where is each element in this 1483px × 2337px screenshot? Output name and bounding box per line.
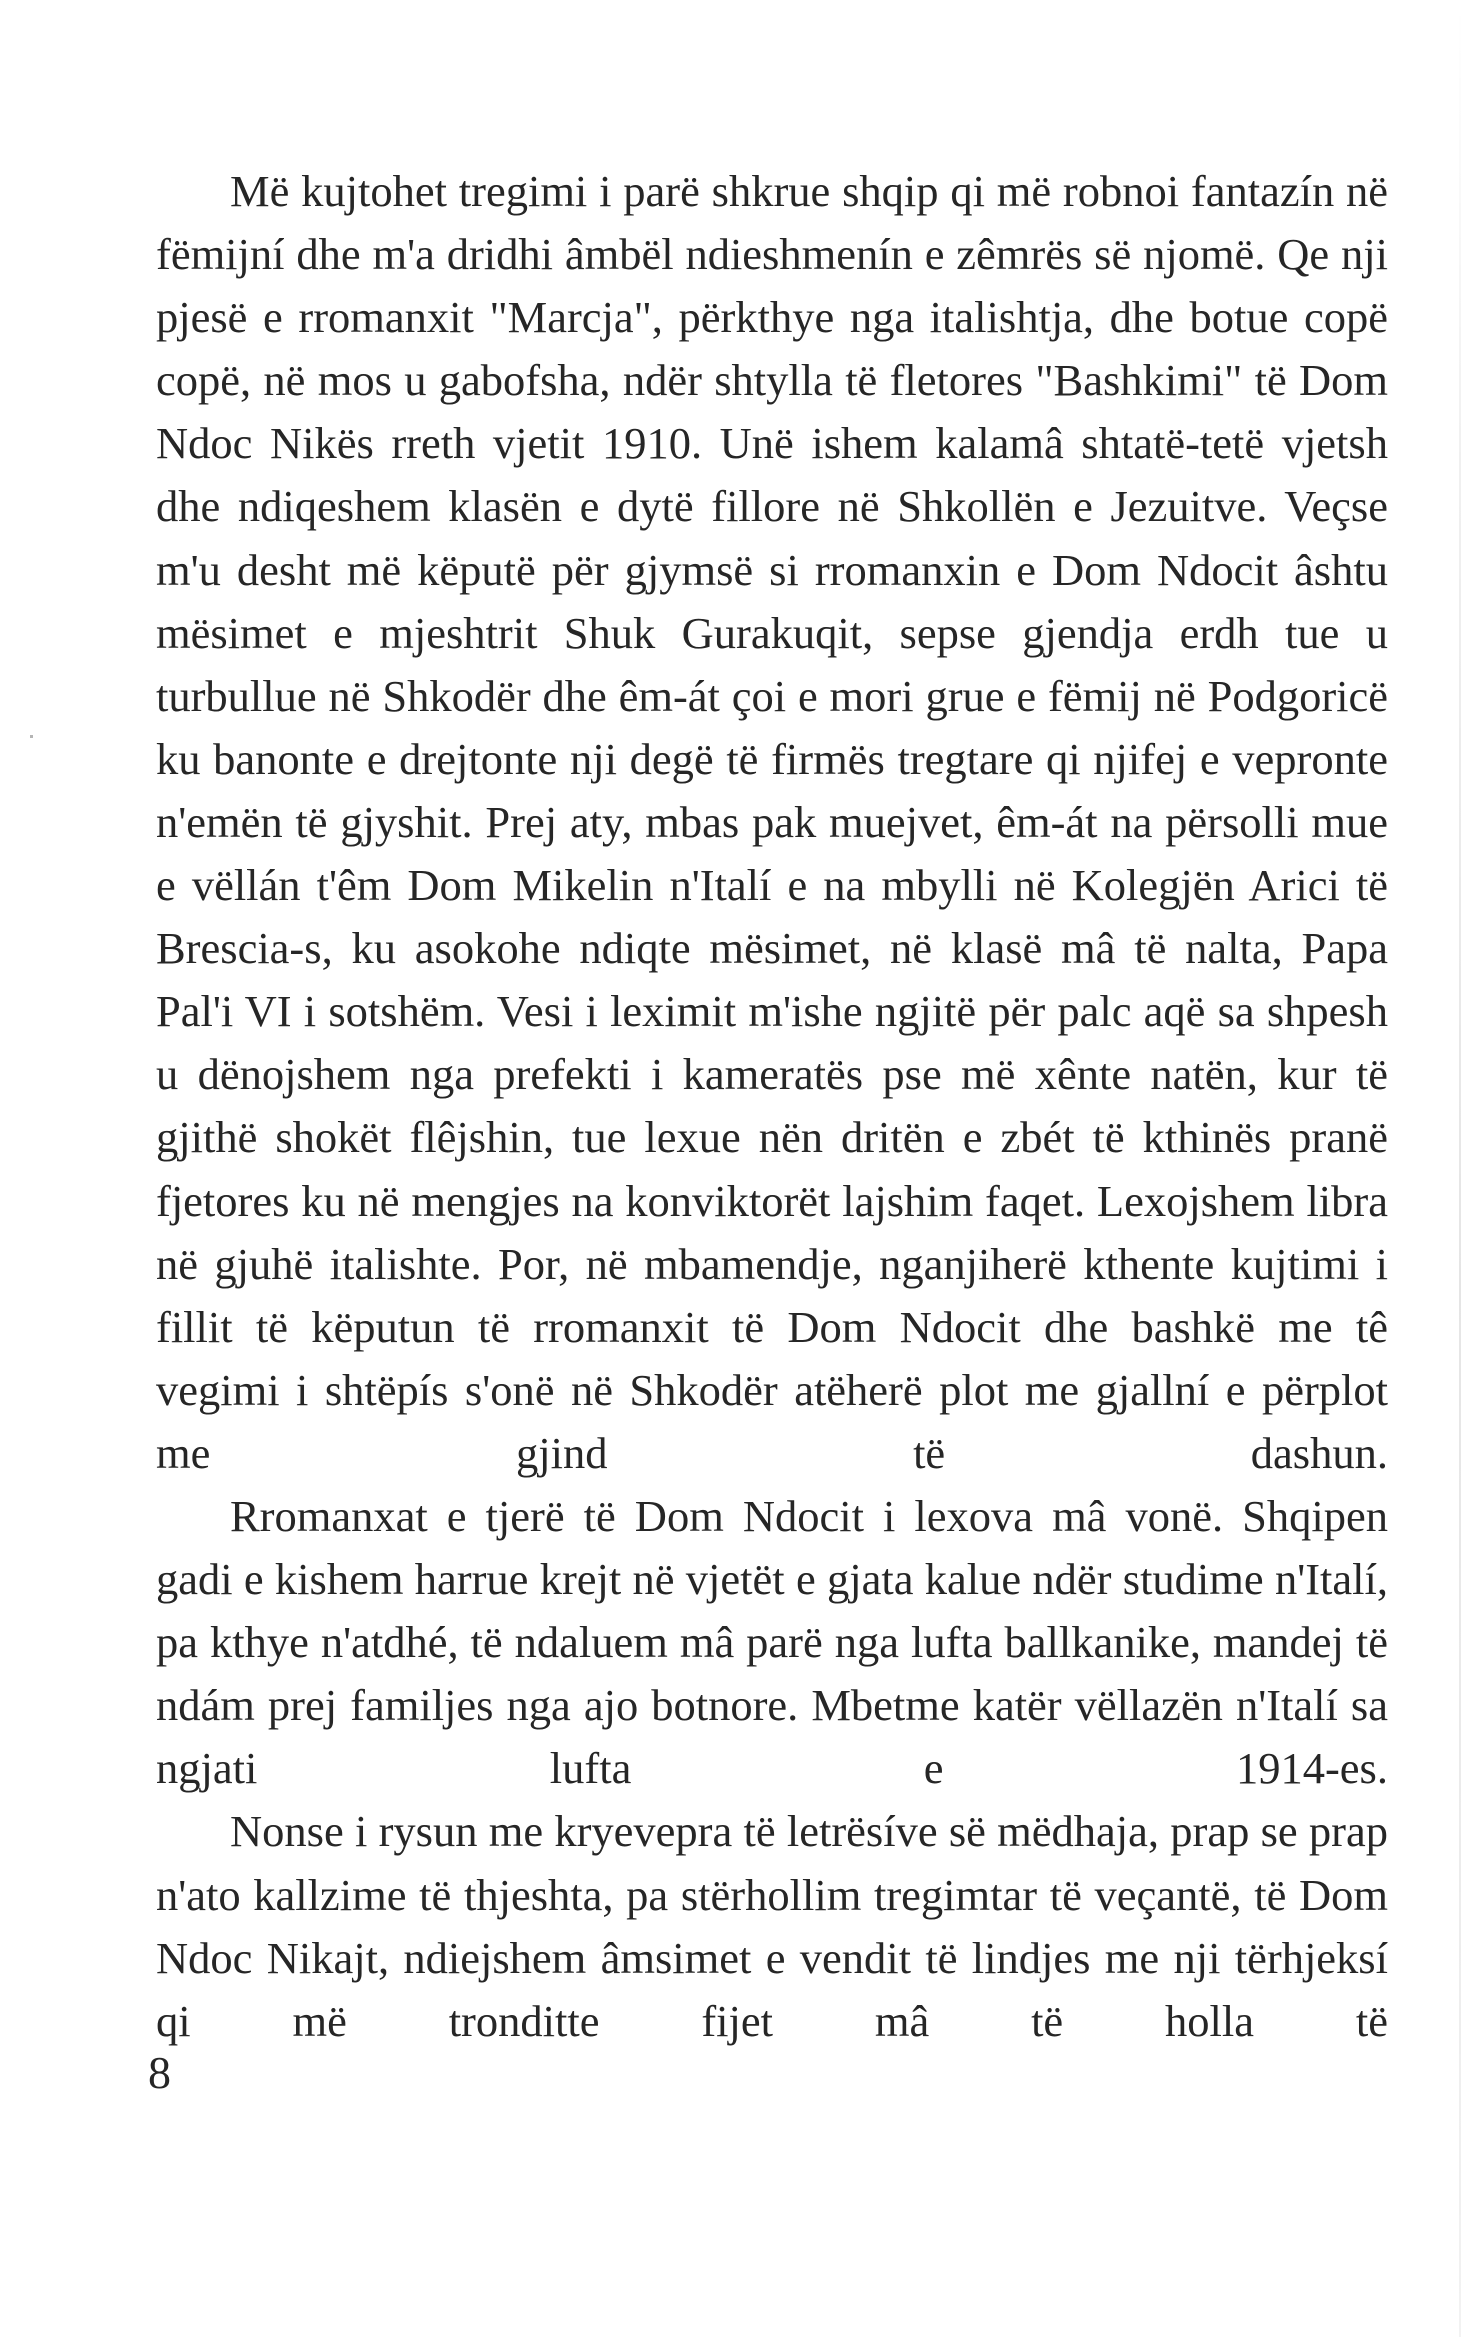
paragraph-3: Nonse i rysun me kryevepra të letrësíve së mëdhaja, prap se prap n'ato kallzime të thjeshta, pa stërhollim tregimtar të veçantë, të Dom Ndoc Nikajt, ndiejshem âmsimet e vendit të lindjes me nji tërhjeksí qi më tronditte fijet mâ të holla të [156, 1806, 1388, 2046]
page-number: 8 [148, 2047, 171, 2098]
paragraph-1: Më kujtohet tregimi i parë shkrue shqip qi më robnoi fantazín në fëmijní dhe m'a dridhi âmbël ndieshmenín e zêmrës së njomë. Qe nji pjesë e rromanxit "Marcja", përkthye nga italishtja, dhe botue copë copë, në mos u gabofsha, ndër shtylla të fletores "Bashkimi" të Dom Ndoc Nikës rreth vjetit 1910. Unë ishem kalamâ shtatë-tetë vjetsh dhe ndiqeshem klasën e dytë fillore në Shkollën e Jezuitve. Veçse m'u desht më këputë për gjymsë si rromanxin e Dom Ndocit âshtu mësimet e mjeshtrit Shuk Gurakuqit, sepse gjendja erdh tue u turbullue në Shkodër dhe êm-át çoi e mori grue e fëmij në Podgoricë ku banonte e drejtonte nji degë të firmës tregtare qi njifej e vepronte n'emën të gjyshit. Prej aty, mbas pak muejvet, êm-át na përsolli mue e vëllán t'êm Dom Mikelin n'Italí e na mbylli në Kolegjën Arici të Brescia-s, ku asokohe ndiqte mësimet, në klasë mâ të nalta, Papa Pal'i VI i sotshëm. Vesi i leximit m'ishe ngjitë për palc aqë sa shpesh u dënojshem nga prefekti i kameratës pse më xênte natën, kur të gjithë shokët flêjshin, tue lexue nën dritën e zbét të kthinës pranë fjetores ku në mengjes na konviktorët lajshim faqet. Lexojshem libra në gjuhë italishte. Por, në mbamendje, nganjiherë kthente kujtimi i fillit të këputun të rromanxit të Dom Ndocit dhe bashkë me tê vegimi i shtëpís s'onë në Shkodër atëherë plot me gjallní e përplot me gjind të dashun. [156, 166, 1388, 1478]
scan-edge-shadow [1459, 0, 1461, 2337]
scan-speck [30, 735, 33, 738]
body-text [156, 160, 1388, 2053]
paragraph-2: Rromanxat e tjerë të Dom Ndocit i lexova mâ vonë. Shqipen gadi e kishem harrue krejt në vjetët e gjata kalue ndër studime n'Italí, pa kthye n'atdhé, të ndaluem mâ parë nga lufta ballkanike, mandej të ndám prej familjes nga ajo botnore. Mbetme katër vëllazën n'Italí sa ngjati lufta e 1914-es. [156, 1490, 1388, 1794]
